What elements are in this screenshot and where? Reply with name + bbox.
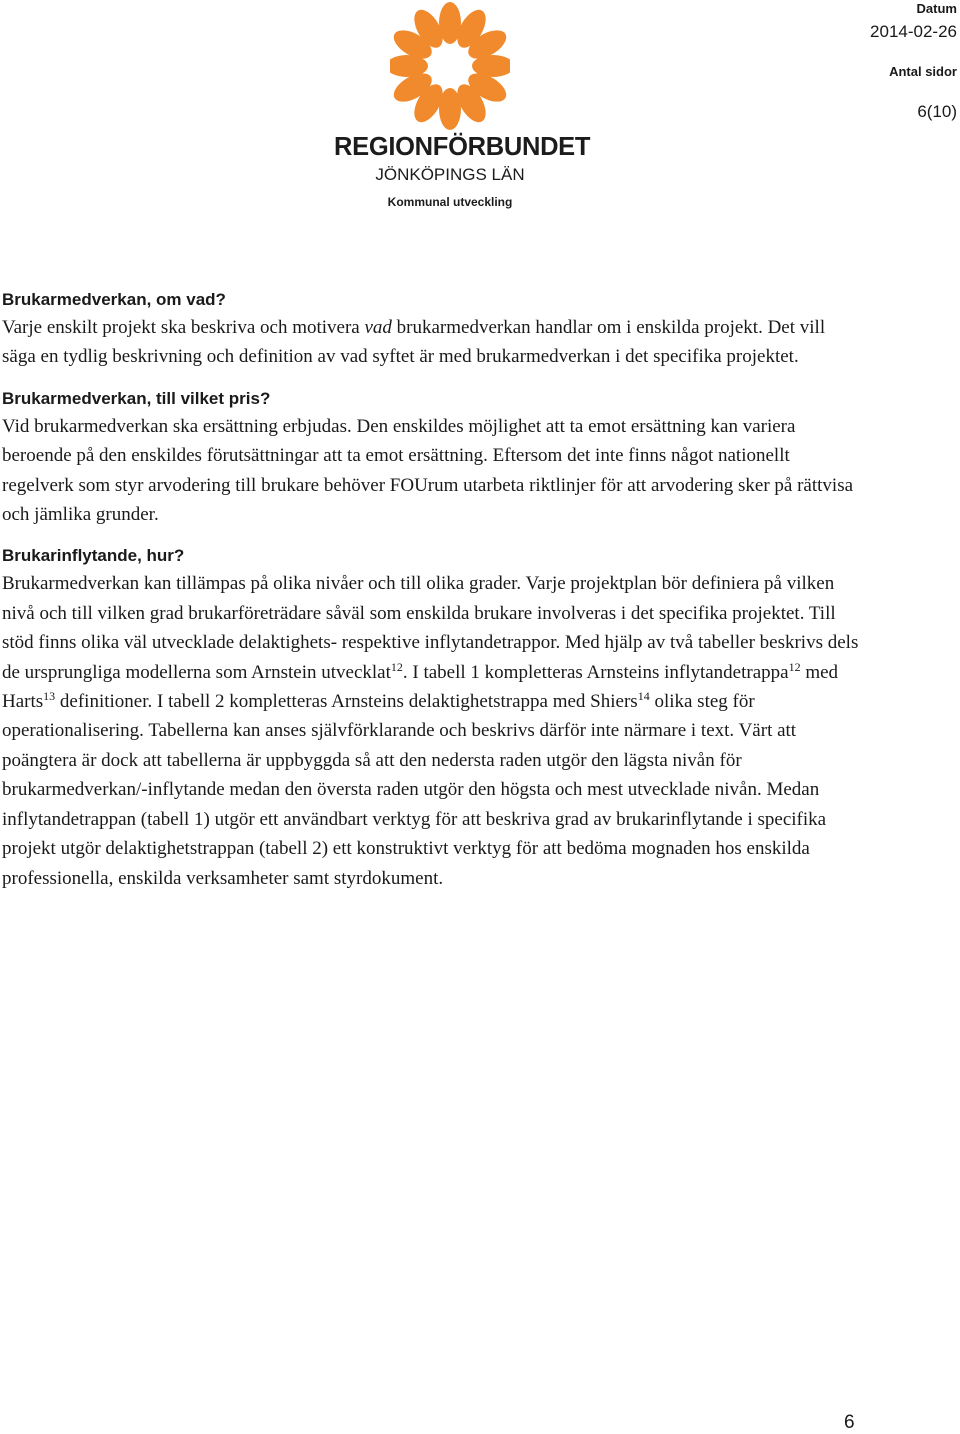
logo-tagline: Kommunal utveckling — [387, 195, 513, 209]
date-value: 2014-02-26 — [870, 22, 957, 41]
footnote-ref: 14 — [637, 689, 650, 704]
footnote-ref: 13 — [43, 689, 56, 704]
emphasis: vad — [364, 317, 392, 338]
section-heading: Brukarmedverkan, om vad? — [2, 290, 226, 309]
page-number: 6 — [844, 1412, 855, 1433]
date-label: Datum — [916, 1, 957, 16]
section-paragraph: Varje enskilt projekt ska beskriva och motivera vad brukarmedverkan handlar om i enskilda projekt. Det vill säga en tydlig beskrivning och definition av vad syftet är med brukarmedverkan i det specifika projektet. — [2, 317, 826, 368]
footnote-ref: 12 — [788, 659, 801, 674]
section-heading: Brukarmedverkan, till vilket pris? — [2, 388, 271, 408]
section-paragraph: Vid brukarmedverkan ska ersättning erbjudas. Den enskildes möjlighet att ta emot ersättning kan variera beroende på den enskildes förutsättningar att ta emot ersättning. Eftersom det inte finns något nationellt regelverk som styr arvodering till brukare behöver FOUrum utarbeta riktlinjer för att arvodering sker på rättvisa och jämlika grunder. — [2, 415, 854, 526]
footnote-ref: 12 — [390, 659, 403, 674]
regionforbundet-logo — [334, 0, 591, 215]
flower-logo-icon — [390, 0, 510, 132]
page-count-label: Antal sidor — [889, 64, 957, 79]
document-body — [2, 287, 862, 893]
logo-subtitle: JÖNKÖPINGS LÄN — [375, 165, 525, 184]
section-paragraph: Brukarmedverkan kan tillämpas på olika nivåer och till olika grader. Varje projektplan bör definiera på vilken nivå och till vilken grad brukarföreträdare såväl som enskilda brukare involveras i det specifika projektet. Till stöd finns olika väl utvecklade delaktighets- respektive inflytandetrappor. Med hjälp av två tabeller beskrivs dels de ursprungliga modellerna som Arnstein utvecklat$^{12}$. I tabell 1 kompletteras Arnsteins inflytandetrappa$^{12}$ med Harts$^{13}$ definitioner. I tabell 2 kompletteras Arnsteins delaktighetstrappa med Shiers$^{14}$ olika steg för operationalisering. Tabellerna kan anses självförklarande och beskrivs därför inte närmare i text. Värt att poängtera är dock att tabellerna är uppbyggda så att den nedersta raden utgör den lägsta nivån för brukarmedverkan/-inflytande medan den översta raden utgör den högsta och mest utvecklade nivån. Medan inflytandetrappan (tabell 1) utgör ett användbart verktyg för att beskriva grad av brukarinflytande i specifika projekt utgör delaktighetstrappan (tabell 2) ett konstruktivt verktyg för att bedöma mognaden hos enskilda professionella, enskilda verksamheter samt styrdokument. — [2, 573, 859, 889]
logo-title: REGIONFÖRBUNDET — [334, 133, 591, 161]
section-heading: Brukarinflytande, hur? — [2, 546, 185, 566]
page-count-value: 6(10) — [917, 102, 957, 121]
